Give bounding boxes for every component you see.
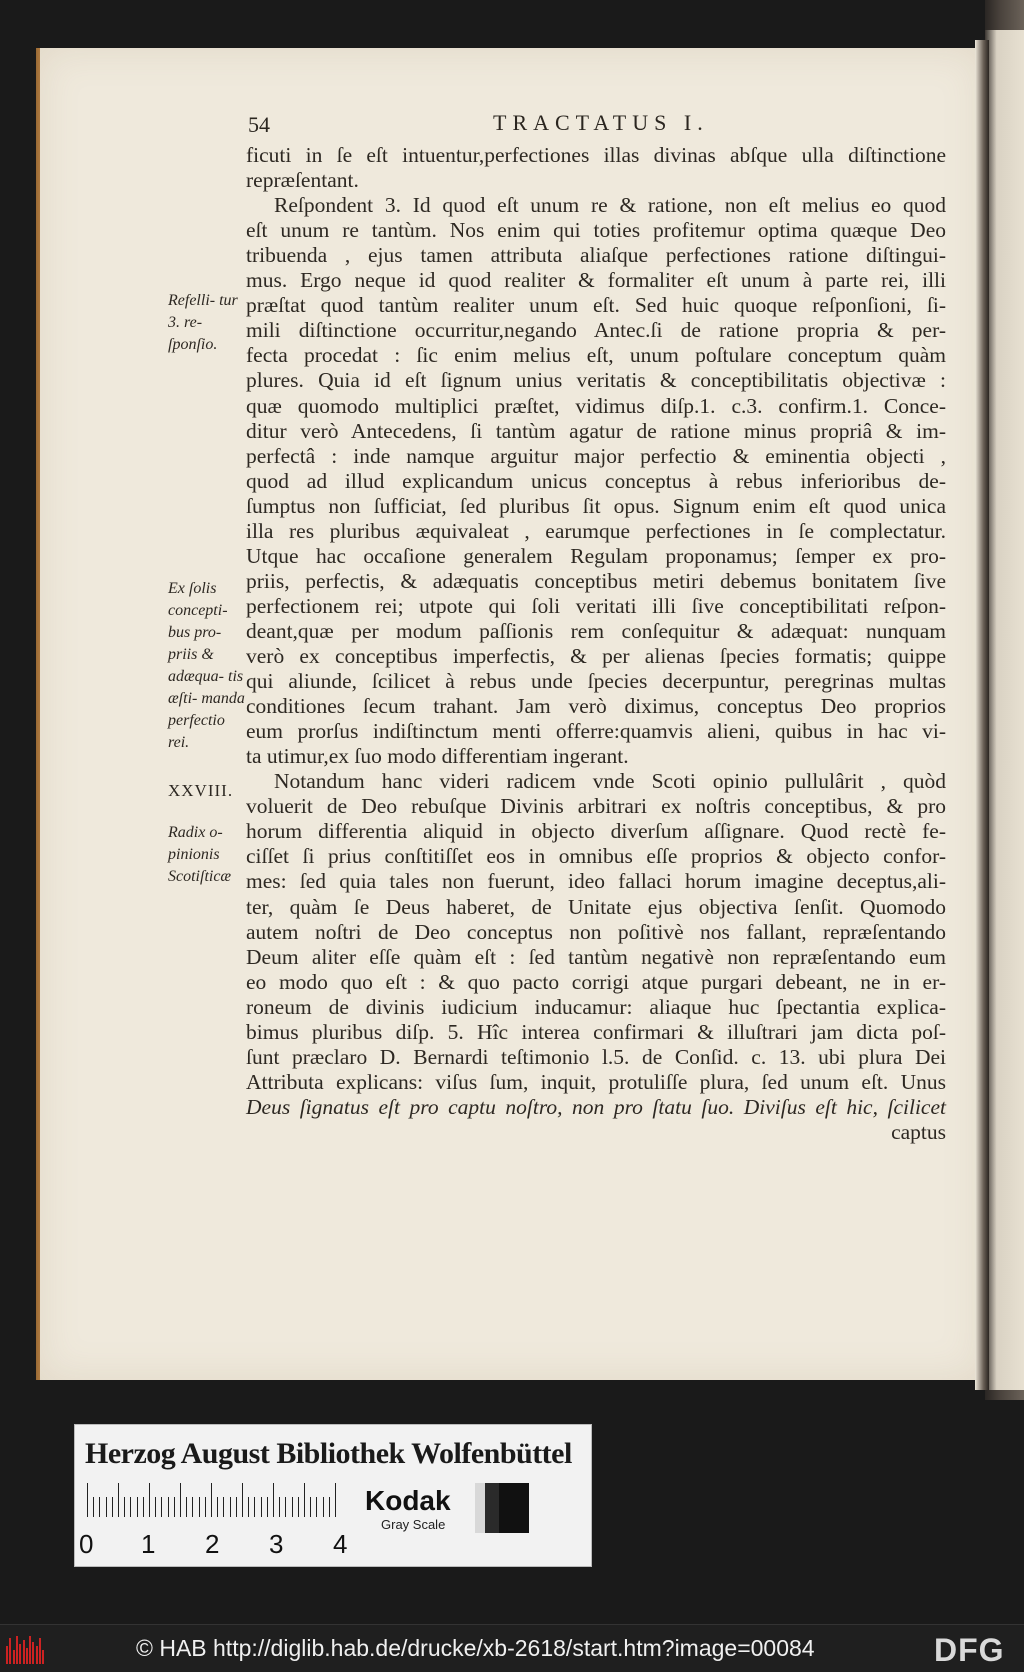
ruler-tick (143, 1497, 144, 1517)
ruler-tick (155, 1497, 156, 1517)
text-line: priis, perfectis, & adæquatis conceptibus metiri debemus bonitatem ſive (246, 568, 946, 593)
page-number: 54 (248, 112, 270, 137)
text-line: Deus ſignatus eſt pro captu noſtro, non pro ſtatu ſuo. Diviſus eſt hic, ſcilicet (246, 1094, 946, 1119)
text-line: autem noſtri de Deo conceptus non poſitivè nos fallant, repræſentando (246, 919, 946, 944)
text-line: eum prorſus indiſtinctum menti offerre:quamvis alieni, quibus in hac vi- (246, 719, 946, 744)
ruler-tick (137, 1497, 138, 1517)
ruler-tick (161, 1497, 162, 1517)
text-line: perfectionem rei; utpote qui ſoli veritati illi ſive conceptibilitati reſpon- (246, 593, 946, 618)
logo-bar (29, 1636, 31, 1664)
logo-bar (13, 1650, 15, 1664)
logo-bar (32, 1642, 34, 1664)
ruler-tick (192, 1497, 193, 1517)
logo-bar (42, 1650, 44, 1664)
text-line: verò ex conceptibus imperfectis, & per alienas ſpecies formatis; quippe (246, 644, 946, 668)
ruler-tick (149, 1483, 150, 1517)
ruler-tick (223, 1497, 224, 1517)
footer-bar (0, 1624, 1024, 1672)
text-line: ta utimur,ex ſuo modo differentiam ingerant. (246, 744, 629, 769)
ruler-tick (99, 1497, 100, 1517)
text-line: ditur verò Antecedens, ſi tantùm agatur de ratione minus propriâ & im- (246, 418, 946, 443)
text-line: voluerit de Deo rebuſque Divinis arbitrari ex noſtris conceptibus, & pro (246, 794, 946, 819)
ruler-tick (230, 1497, 231, 1517)
ruler-tick (267, 1497, 268, 1517)
scale-label-4: 4 (333, 1529, 348, 1559)
text-line: eſt unum re tantùm. Nos enim qui toties profitemur optima quæque Deo (246, 218, 946, 243)
text-line: fecta procedat : ſic enim melius eſt, unum poſtulare conceptum quàm (246, 343, 946, 368)
ruler-tick (174, 1497, 175, 1517)
ruler-tick (93, 1497, 94, 1517)
logo-bar (19, 1644, 21, 1664)
text-line: quæ quomodo multiplici præſtet, vidimus diſp.1. c.3. confirm.1. Conce- (246, 393, 946, 418)
ruler-tick (118, 1483, 119, 1517)
ruler-tick (199, 1497, 200, 1517)
ruler-tick (124, 1497, 125, 1517)
text-line: deant,quæ per modum paſſionis rem conſequitur & adæquat: nunquam (246, 618, 946, 643)
page-gutter (975, 40, 989, 1390)
logo-bar (16, 1636, 18, 1664)
text-line: ſumptus non ſufficiat, ſed pluribus ſit opus. Signum enim eſt quod unica (246, 493, 946, 518)
text-line: qui aliunde, ſcilicet à rebus unde ſpecies decerpuntur, peregrinas multas (246, 669, 946, 694)
logo-bar (23, 1640, 25, 1664)
text-line: ciſſet ſi prius conſtitiſſet eos in omnibus eſſe proprios & objecto confor- (246, 844, 946, 869)
ruler-tick (205, 1497, 206, 1517)
ruler-tick (329, 1497, 330, 1517)
ruler-tick (273, 1483, 274, 1517)
text-line: Reſpondent 3. Id quod eſt unum re & ratione, non eſt melius eo quod (274, 193, 946, 218)
margin-note-radix (168, 822, 246, 888)
text-line: mus. Ergo neque id quod realiter & formaliter eſt unum à parte rei, illi (246, 268, 946, 293)
text-line: quod ad illud explicandum unicus conceptus à rebus inferioribus de- (246, 468, 946, 493)
text-line: tribuenda , ejus tamen attributa aliaſque perfectiones ratione diſtingui- (246, 243, 946, 268)
scale-label-1: 1 (141, 1529, 156, 1559)
text-line: Deum aliter eſſe quàm eſt : ſed tantùm negativè non repræſentando eum (246, 944, 946, 969)
text-line: mes: ſed quia tales non fuerunt, ideo fallaci horum imagine deceptus,ali- (246, 869, 946, 894)
text-line: bimus pluribus diſp. 5. Hîc interea confirmari & illuſtrari jam dicta poſ- (246, 1019, 946, 1044)
ruler-tick (254, 1497, 255, 1517)
text-line: plures. Quia id eſt ſignum unius veritatis & conceptibilitatis objectivæ : (246, 368, 946, 393)
text-line: conditiones ſecum trahant. Jam verò diximus, conceptus Deo proprios (246, 694, 946, 719)
section-number: XXVIII. (168, 781, 234, 800)
ruler-tick (285, 1497, 286, 1517)
color-target-card (74, 1424, 592, 1567)
text-line: repræſentant. (246, 168, 359, 193)
text-line: captus (891, 1119, 946, 1144)
margin-note-text: Refelli- tur 3. re- ſponſio. (168, 292, 238, 353)
ruler-tick (211, 1483, 212, 1517)
text-line: ſunt præclaro D. Bernardi teſtimonio l.5. de Conſid. c. 13. ubi plura Dei (246, 1044, 946, 1069)
logo-bar (36, 1646, 38, 1664)
margin-note-refellitur (168, 290, 246, 356)
logo-bar (6, 1646, 8, 1664)
ruler-tick (242, 1483, 243, 1517)
dfg-logo: DFG (934, 1632, 1005, 1668)
footer-link[interactable]: © HAB http://diglib.hab.de/drucke/xb-2618/start.htm?image=00084 (136, 1635, 815, 1661)
text-line: mili diſtinctione occurritur,negando Antec.ſi de ratione propria & per- (246, 318, 946, 343)
ruler-tick (335, 1483, 336, 1517)
text-line: ter, quàm ſe Deus haberet, de Unitate ejus objectiva ſenſit. Quomodo (246, 894, 946, 919)
margin-note-text: Ex ſolis concepti- bus pro- priis & adæqua- tis æſti- manda perfectio rei. (168, 580, 245, 751)
gray-patch-dark (485, 1483, 499, 1533)
scale-label-3: 3 (269, 1529, 284, 1559)
ruler-tick (236, 1497, 237, 1517)
margin-note-ex-solis (168, 578, 246, 754)
logo-bar (9, 1638, 11, 1664)
text-line: ficuti in ſe eſt intuentur,perfectiones illas divinas abſque ulla diſtinctione (246, 143, 946, 167)
ruler-tick (186, 1497, 187, 1517)
text-line: Notandum hanc videri radicem vnde Scoti opinio pullulârit , quòd (274, 769, 946, 794)
ruler-tick (292, 1497, 293, 1517)
gray-patch-light (475, 1483, 485, 1533)
ruler-tick (279, 1497, 280, 1517)
ruler-tick (310, 1497, 311, 1517)
hab-logo-icon (6, 1636, 46, 1664)
margin-note-text: Radix o- pinionis Scotiſticæ (168, 824, 232, 885)
text-line: illa res pluribus æquivaleat , earumque perfectiones in ſe complectatur. (246, 518, 946, 543)
logo-bar (26, 1648, 28, 1664)
ruler-tick (304, 1483, 305, 1517)
text-line: Attributa explicans: viſus ſum, inquit, protuliſſe plura, ſed unum eſt. Unus (246, 1069, 946, 1094)
ruler-tick (217, 1497, 218, 1517)
scale-label-2: 2 (205, 1529, 220, 1559)
library-name: Herzog August Bibliothek Wolfenbüttel (85, 1437, 572, 1470)
next-page-edge (985, 30, 1024, 1390)
gray-patch-black (499, 1483, 529, 1533)
ruler-tick (298, 1497, 299, 1517)
ruler-tick (316, 1497, 317, 1517)
ruler-tick (261, 1497, 262, 1517)
kodak-logo: Kodak (365, 1485, 451, 1516)
ruler-tick (248, 1497, 249, 1517)
text-line: horum differentia aliquid in objecto diverſum aſſignare. Quod rectè fe- (246, 819, 946, 844)
ruler-tick (130, 1497, 131, 1517)
running-title: TRACTATUS I. (493, 110, 709, 135)
ruler-tick (87, 1483, 88, 1517)
text-line: perfectâ : inde namque arguitur major perfectio & eminentia objecti , (246, 443, 946, 468)
ruler-tick (168, 1497, 169, 1517)
text-line: præſtat quod tantùm realiter unum eſt. Sed huic quoque reſponſioni, ſi- (246, 293, 946, 318)
scale-label-0: 0 (79, 1529, 94, 1559)
ruler-tick (180, 1483, 181, 1517)
text-line: roneum de divinis iudicium inducamur: aliaque huc ſpectantia explica- (246, 994, 946, 1019)
text-line: Utque hac occaſione generalem Regulam proponamus; ſemper ex pro- (246, 543, 946, 568)
text-line: eo modo quo eſt : & quo pacto corrigi atque purgari debeant, ne in er- (246, 969, 946, 994)
ruler-tick (106, 1497, 107, 1517)
logo-bar (39, 1638, 41, 1664)
ruler-tick (112, 1497, 113, 1517)
ruler-tick (323, 1497, 324, 1517)
running-head (248, 108, 964, 138)
gray-scale-label: Gray Scale (381, 1517, 446, 1532)
